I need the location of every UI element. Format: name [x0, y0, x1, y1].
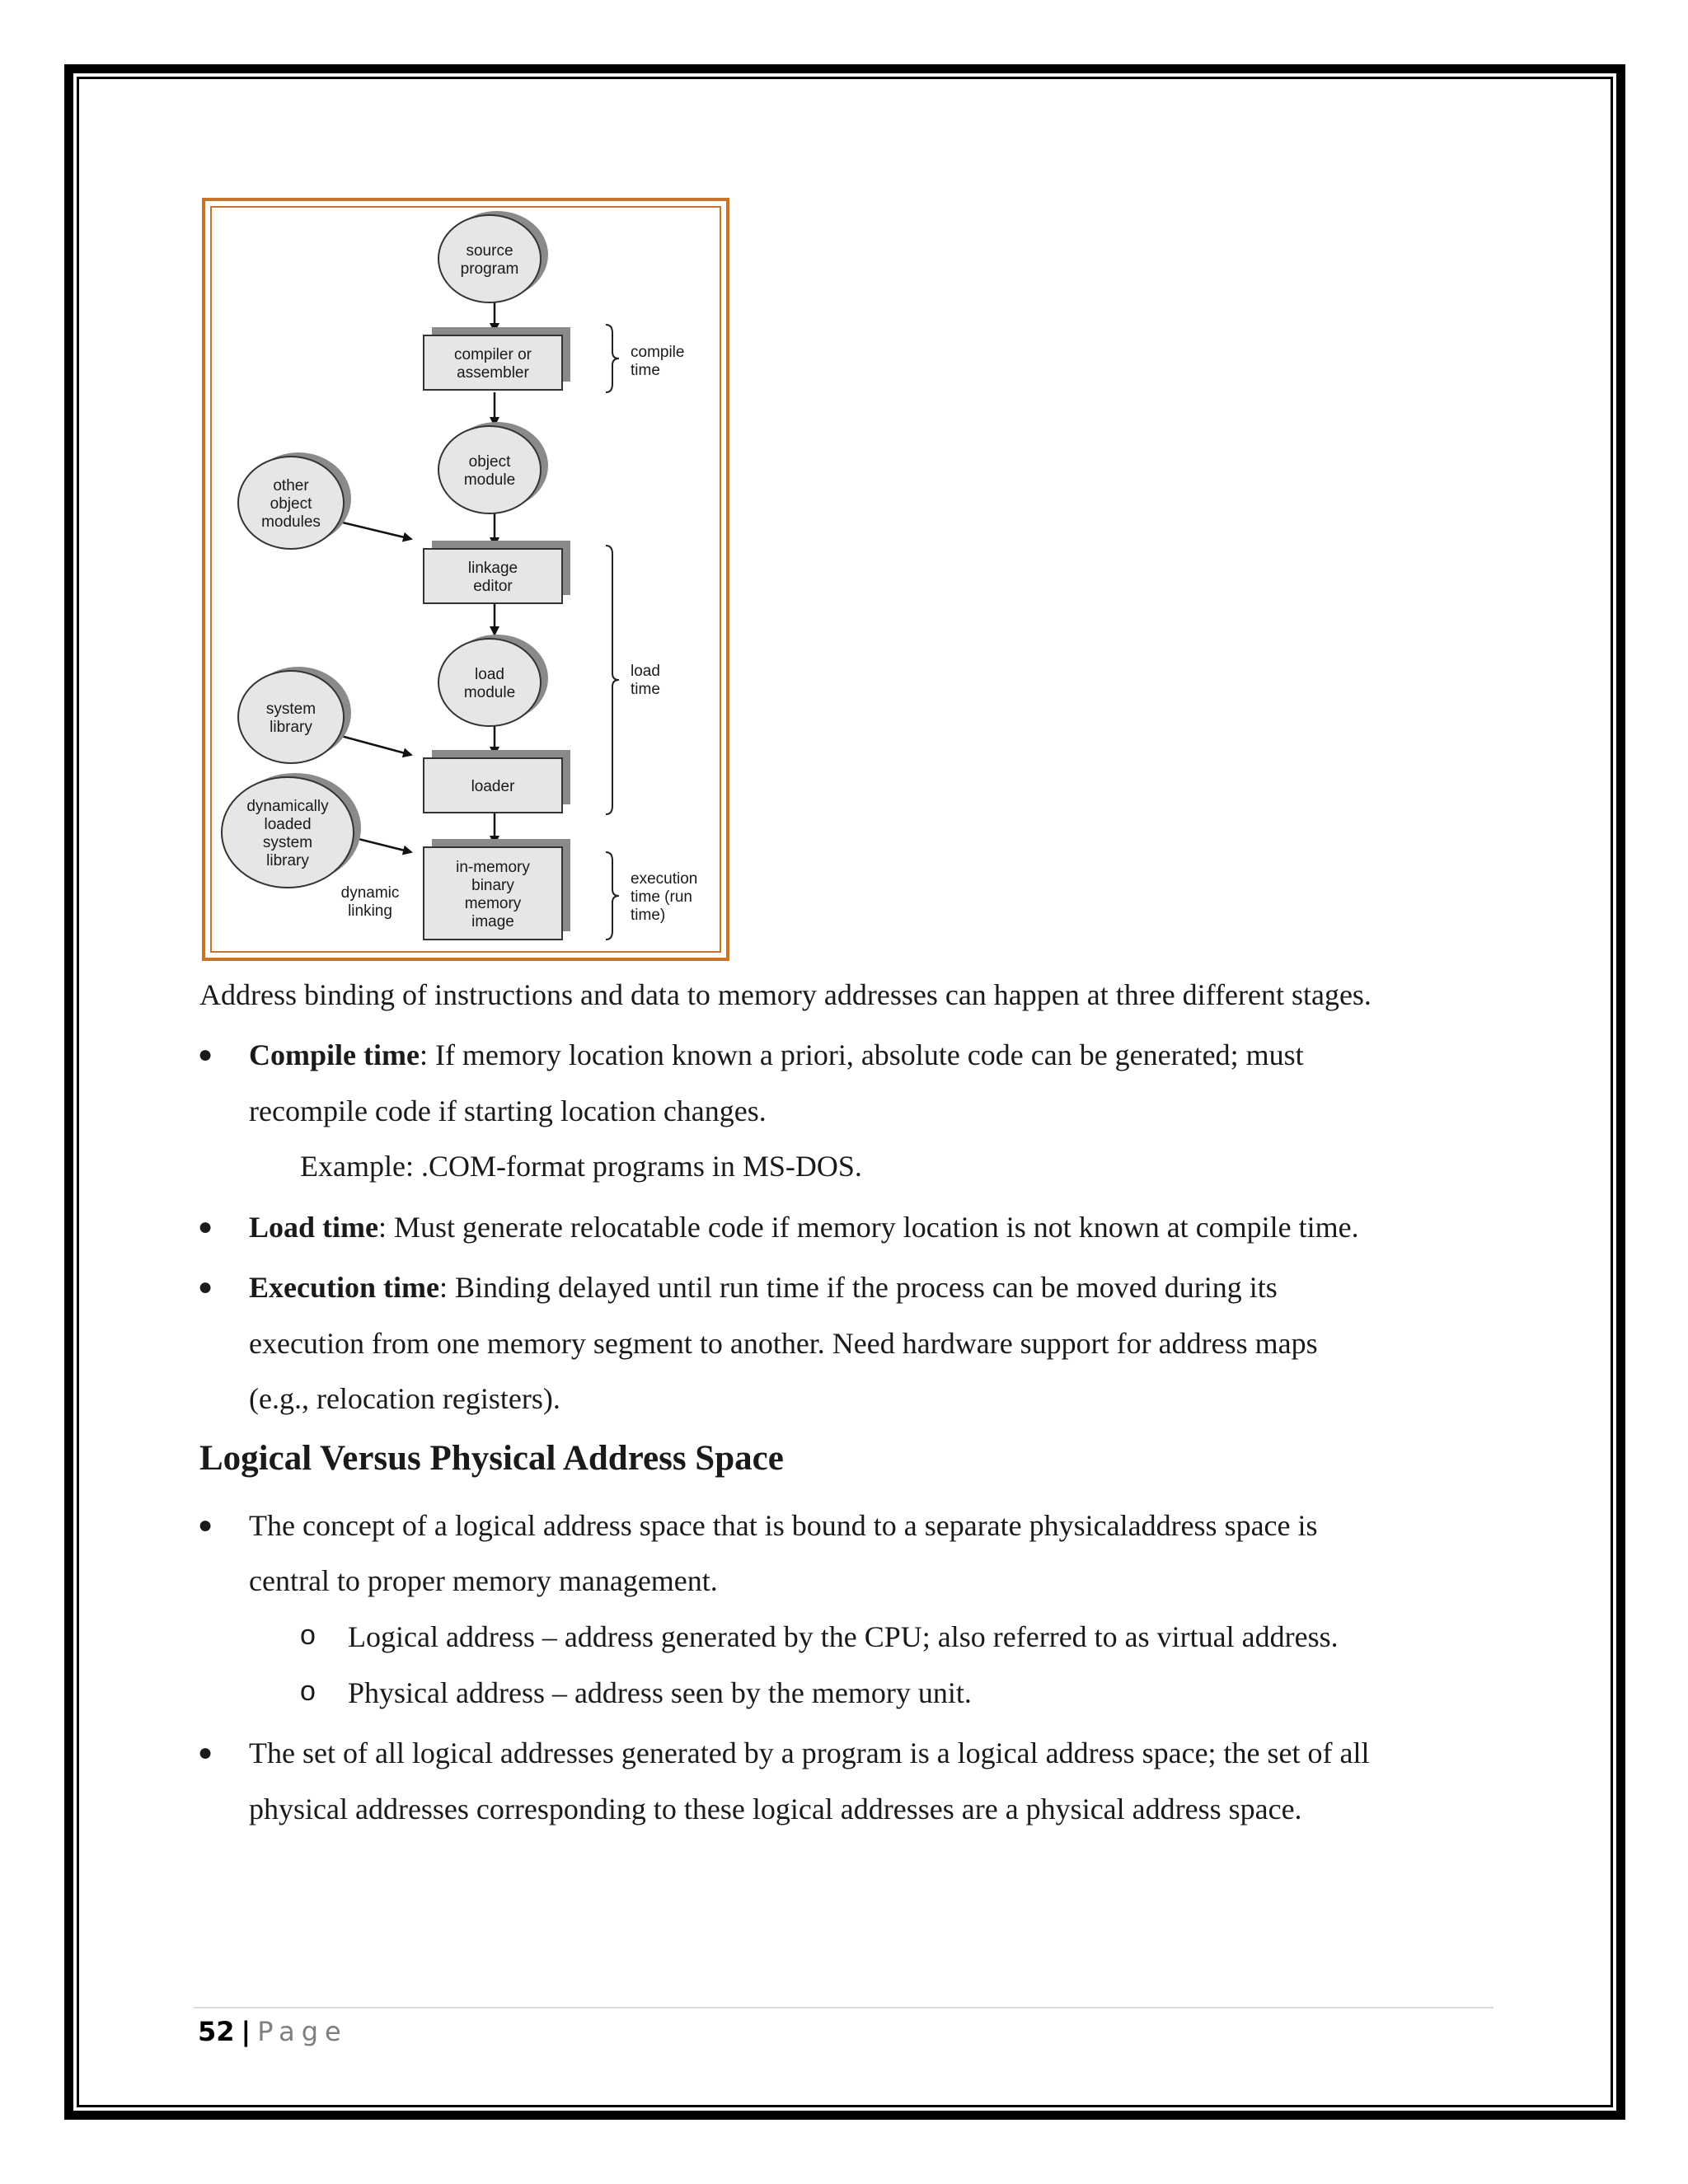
compile-example: Example: .COM-format programs in MS-DOS.	[300, 1150, 862, 1183]
node-in-memory-image-label-line: binary	[471, 877, 514, 894]
dynamic-linking-label	[341, 884, 400, 920]
address-space-line2: physical addresses corresponding to these logical addresses are a physical address space.	[249, 1793, 1302, 1825]
node-source-program-label	[461, 242, 519, 278]
node-linkage-editor-label-line: linkage	[467, 560, 518, 577]
brace-execution-time	[606, 852, 619, 940]
node-load-module-label-line: module	[463, 684, 516, 701]
phase-execution-label-line: time)	[631, 907, 666, 924]
phase-load-label-line: time	[631, 681, 660, 698]
bullet-set-marker: ●	[198, 1739, 213, 1766]
bullet-compile-line2: recompile code if starting location changes.	[249, 1094, 767, 1127]
bullet-compile-marker: ●	[198, 1041, 213, 1068]
physical-address-definition: Physical address – address seen by the memory unit.	[348, 1676, 972, 1709]
node-dynamic-library-label-line: loaded	[264, 816, 312, 833]
section-heading: Logical Versus Physical Address Space	[199, 1439, 784, 1478]
node-dynamic-library-label-line: library	[266, 852, 309, 869]
load-time-text: : Must generate relocatable code if memory location is not known at compile time.	[378, 1211, 1359, 1244]
phase-execution-label	[631, 870, 697, 924]
address-space-line1: The set of all logical addresses generated by a program is a logical address space; the set of all	[249, 1736, 1370, 1769]
phase-compile-label-line: time	[631, 362, 660, 379]
node-dynamic-library-label-line: system	[262, 834, 313, 851]
node-in-memory-image-label-line: in-memory	[456, 859, 530, 876]
node-compiler-label-line: assembler	[457, 364, 529, 382]
phase-load-label-line: load	[631, 663, 660, 680]
node-source-program-label-line: source	[466, 242, 513, 260]
bullet-execution-line2: execution from one memory segment to another. Need hardware support for address maps	[249, 1327, 1318, 1360]
sub-bullet-physical-marker: o	[300, 1675, 316, 1707]
concept-line2: central to proper memory management.	[249, 1564, 718, 1597]
node-loader-label-line: loader	[471, 778, 515, 795]
sub-bullet-logical-marker: o	[300, 1619, 316, 1651]
node-object-module-label-line: module	[463, 471, 516, 489]
bullet-execution-marker: ●	[198, 1273, 213, 1301]
address-binding-diagram	[202, 198, 729, 961]
node-object-module-label-line: object	[468, 453, 511, 471]
node-other-object-modules-label-line: other	[273, 477, 309, 494]
page-footer	[198, 2015, 348, 2048]
node-linkage-editor-label-line: editor	[473, 578, 513, 595]
node-system-library-label-line: library	[270, 719, 312, 736]
node-compiler-label	[454, 346, 532, 382]
brace-compile-time	[606, 325, 619, 392]
node-other-object-modules-label-line: modules	[261, 513, 321, 531]
term-load-time: Load time	[249, 1211, 378, 1244]
node-system-library-label	[266, 701, 316, 736]
brace-load-time	[606, 546, 619, 814]
logical-address-definition: Logical address – address generated by the CPU; also referred to as virtual address.	[348, 1620, 1339, 1653]
node-in-memory-image-label-line: image	[471, 913, 514, 930]
dynamic-linking-label-line: linking	[348, 902, 392, 920]
term-execution-time: Execution time	[249, 1271, 439, 1304]
phase-compile-label-line: compile	[631, 344, 685, 361]
bullet-execution-line3: (e.g., relocation registers).	[249, 1382, 560, 1415]
node-other-object-modules-label-line: object	[270, 495, 312, 513]
footer-separator: |	[241, 2016, 251, 2047]
node-compiler-label-line: compiler or	[454, 346, 532, 363]
node-linkage-editor-label	[468, 560, 518, 595]
node-source-program-label-line: program	[460, 260, 519, 278]
bullet-concept-marker: ●	[198, 1511, 213, 1539]
bullet-load-marker: ●	[198, 1213, 213, 1240]
bullet-load-line1	[249, 1211, 1359, 1244]
phase-execution-label-line: time (run	[631, 888, 692, 906]
diagram-svg	[205, 201, 726, 958]
dynamic-linking-label-line: dynamic	[340, 884, 400, 902]
node-dynamic-library-label-line: dynamically	[246, 798, 329, 815]
footer-rule	[194, 2007, 1493, 2008]
intro-paragraph: Address binding of instructions and data to memory addresses can happen at three different stages.	[199, 978, 1372, 1011]
node-load-module-label-line: load	[475, 666, 504, 683]
node-in-memory-image-label-line: memory	[464, 895, 522, 912]
execution-time-text: : Binding delayed until run time if the process can be moved during its	[438, 1271, 1278, 1304]
node-system-library-label-line: system	[265, 701, 316, 718]
term-compile-time: Compile time	[249, 1038, 420, 1071]
phase-compile-label	[631, 344, 684, 379]
page-label: Page	[257, 2016, 348, 2047]
node-object-module-label	[464, 453, 515, 489]
node-loader-label	[471, 778, 515, 795]
compile-time-text: : If memory location known a priori, absolute code can be generated; must	[419, 1038, 1304, 1071]
phase-load-label	[631, 663, 660, 698]
bullet-execution-line1	[249, 1271, 1278, 1304]
bullet-compile-line1	[249, 1038, 1304, 1071]
concept-line1: The concept of a logical address space that is bound to a separate physicaladdress space is	[249, 1509, 1318, 1542]
page-number: 52	[198, 2016, 235, 2047]
phase-execution-label-line: execution	[631, 870, 698, 888]
